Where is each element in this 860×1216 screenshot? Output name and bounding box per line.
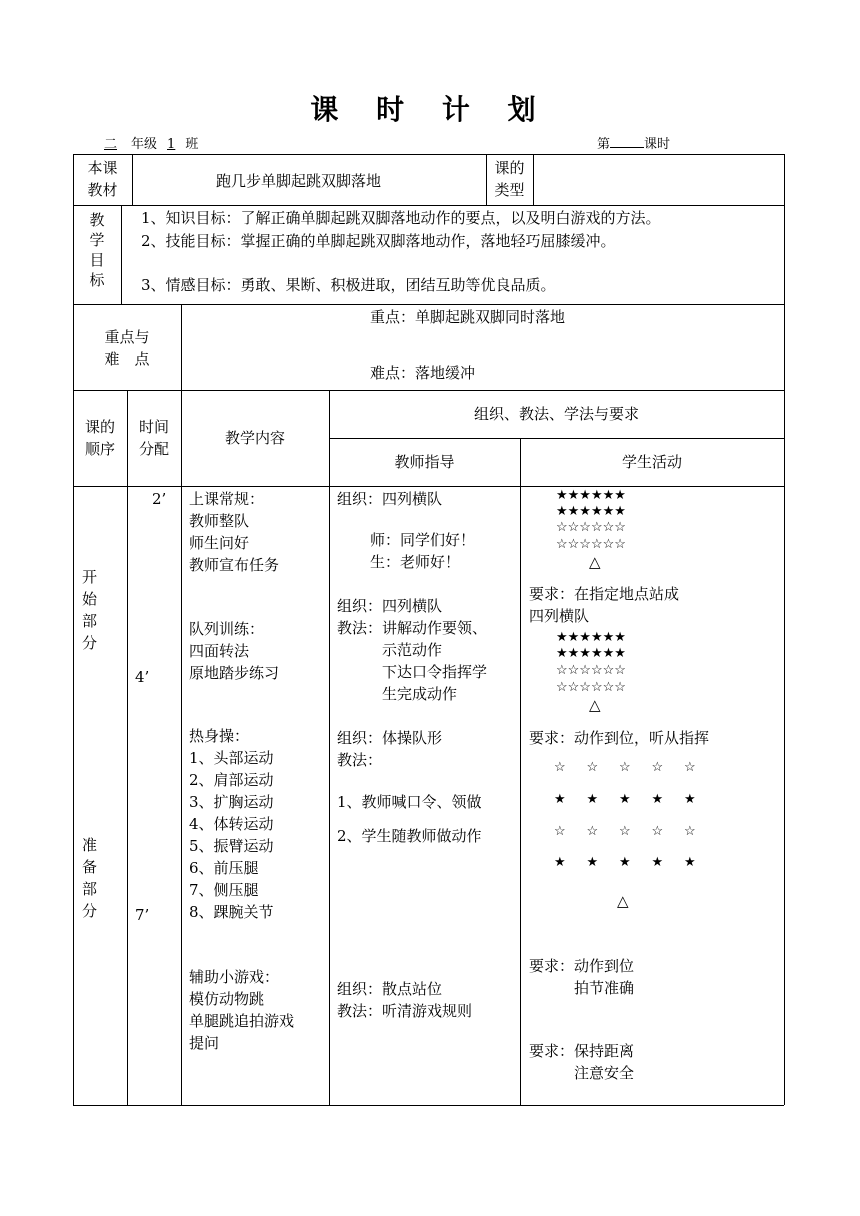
gym-spot: ★ [651,855,664,870]
gym-row-filled [554,792,717,807]
organization-header: 组织、教法、学法与要求 [473,405,639,423]
gym-spot: ☆ [651,824,664,839]
teacher-greeting: 师：同学们好！ 生：老师好！ [370,531,476,571]
gym-spot: ★ [586,855,599,870]
grade-class-line [90,133,198,152]
time-drill: 4’ [135,668,150,686]
student-activity-header: 学生活动 [621,453,682,471]
objective-skill: 2、技能目标：掌握正确的单脚起跳双脚落地动作，落地轻巧屈膝缓冲。 [141,232,616,250]
lesson-number-line [597,133,670,152]
key-points-label: 重点与 难 点 [104,328,150,368]
gym-spot: ★ [586,792,599,807]
gym-spot: ☆ [554,824,566,839]
gym-spot: ★ [684,855,696,870]
lesson-suffix: 课时 [644,137,671,152]
course-type-label: 课的 类型 [494,159,525,199]
gym-spot: ★ [554,792,566,807]
gym-row-empty [554,824,717,839]
course-content: 跑几步单脚起跳双脚落地 [216,172,382,190]
gym-row-empty [554,760,717,775]
teacher-position-mark: △ [617,892,629,910]
objective-knowledge: 1、知识目标：了解正确单脚起跳双脚落地动作的要点，以及明白游戏的方法。 [141,209,661,227]
start-section-label: 开 始 部 分 [82,568,98,652]
gym-spot: ★ [619,792,631,807]
gym-spot: ★ [651,792,664,807]
gym-spot: ☆ [586,824,599,839]
teacher-drill: 组织：四列横队 教法：讲解动作要领、 示范动作 下达口令指挥学 生完成动作 [337,597,488,703]
content-warmup: 热身操： 1、头部运动 2、肩部运动 3、扩胸运动 4、体转运动 5、振臂运动 6、前压腿 7、侧压腿 8、踝腕关节 [189,727,274,921]
teacher-follow: 2、学生随教师做动作 [337,827,482,845]
time-warmup: 7’ [135,906,150,924]
page-title: 课 时 计 划 [310,93,550,126]
grade-label: 年级 [131,137,158,152]
formation-row-empty: ☆☆☆☆☆☆ [556,537,626,552]
time-header: 时间 分配 [138,418,169,458]
gym-spot: ★ [554,855,566,870]
lesson-number-blank [610,136,644,148]
time-start: 2’ [152,490,167,508]
content-header: 教学内容 [224,429,285,447]
order-header: 课的 顺序 [84,418,115,458]
teacher-org-1: 组织：四列横队 [337,490,443,508]
course-label: 本课 教材 [87,159,118,199]
formation-row-filled: ★★★★★★ [556,630,626,645]
student-req-1: 要求：在指定地点站成 四列横队 [529,585,680,625]
objectives-label: 教 学 目 标 [89,211,105,289]
gym-spot: ☆ [586,760,599,775]
teacher-warmup: 组织：体操队形 教法： [337,729,443,769]
content-routine: 上课常规： 教师整队 师生问好 教师宣布任务 [189,490,280,574]
gym-spot: ☆ [619,760,631,775]
content-game: 辅助小游戏： 模仿动物跳 单腿跳追拍游戏 提问 [189,968,295,1052]
teacher-lead: 1、教师喊口令、领做 [337,793,482,811]
formation-row-filled: ★★★★★★ [556,646,626,661]
class-label: 班 [185,137,199,152]
gym-spot: ☆ [651,760,664,775]
grade-value: 二 [104,137,118,152]
gym-spot: ☆ [684,760,696,775]
teacher-game: 组织：散点站位 教法：听清游戏规则 [337,980,473,1020]
gym-row-filled [554,855,717,870]
objective-emotion: 3、情感目标：勇敢、果断、积极进取，团结互助等优良品质。 [141,276,556,294]
class-value: 1 [167,137,176,152]
teacher-position-mark: △ [589,553,601,571]
teacher-guidance-header: 教师指导 [394,453,455,471]
formation-row-filled: ★★★★★★ [556,488,626,503]
lesson-prefix: 第 [597,137,611,152]
student-req-3: 要求：动作到位 拍节准确 [529,957,635,997]
prep-section-label: 准 备 部 分 [82,836,98,920]
content-drill: 队列训练： 四面转法 原地踏步练习 [189,620,280,682]
teacher-position-mark: △ [589,696,601,714]
gym-spot: ☆ [684,824,696,839]
gym-spot: ☆ [554,760,566,775]
gym-spot: ★ [684,792,696,807]
difficulty-point: 难点：落地缓冲 [370,364,476,382]
student-req-2: 要求：动作到位，听从指挥 [529,729,710,747]
gym-spot: ☆ [619,824,631,839]
student-req-4: 要求：保持距离 注意安全 [529,1042,635,1082]
formation-row-empty: ☆☆☆☆☆☆ [556,663,626,678]
key-point: 重点：单脚起跳双脚同时落地 [370,308,566,326]
formation-row-empty: ☆☆☆☆☆☆ [556,680,626,695]
formation-row-filled: ★★★★★★ [556,504,626,519]
formation-row-empty: ☆☆☆☆☆☆ [556,520,626,535]
gym-spot: ★ [619,855,631,870]
